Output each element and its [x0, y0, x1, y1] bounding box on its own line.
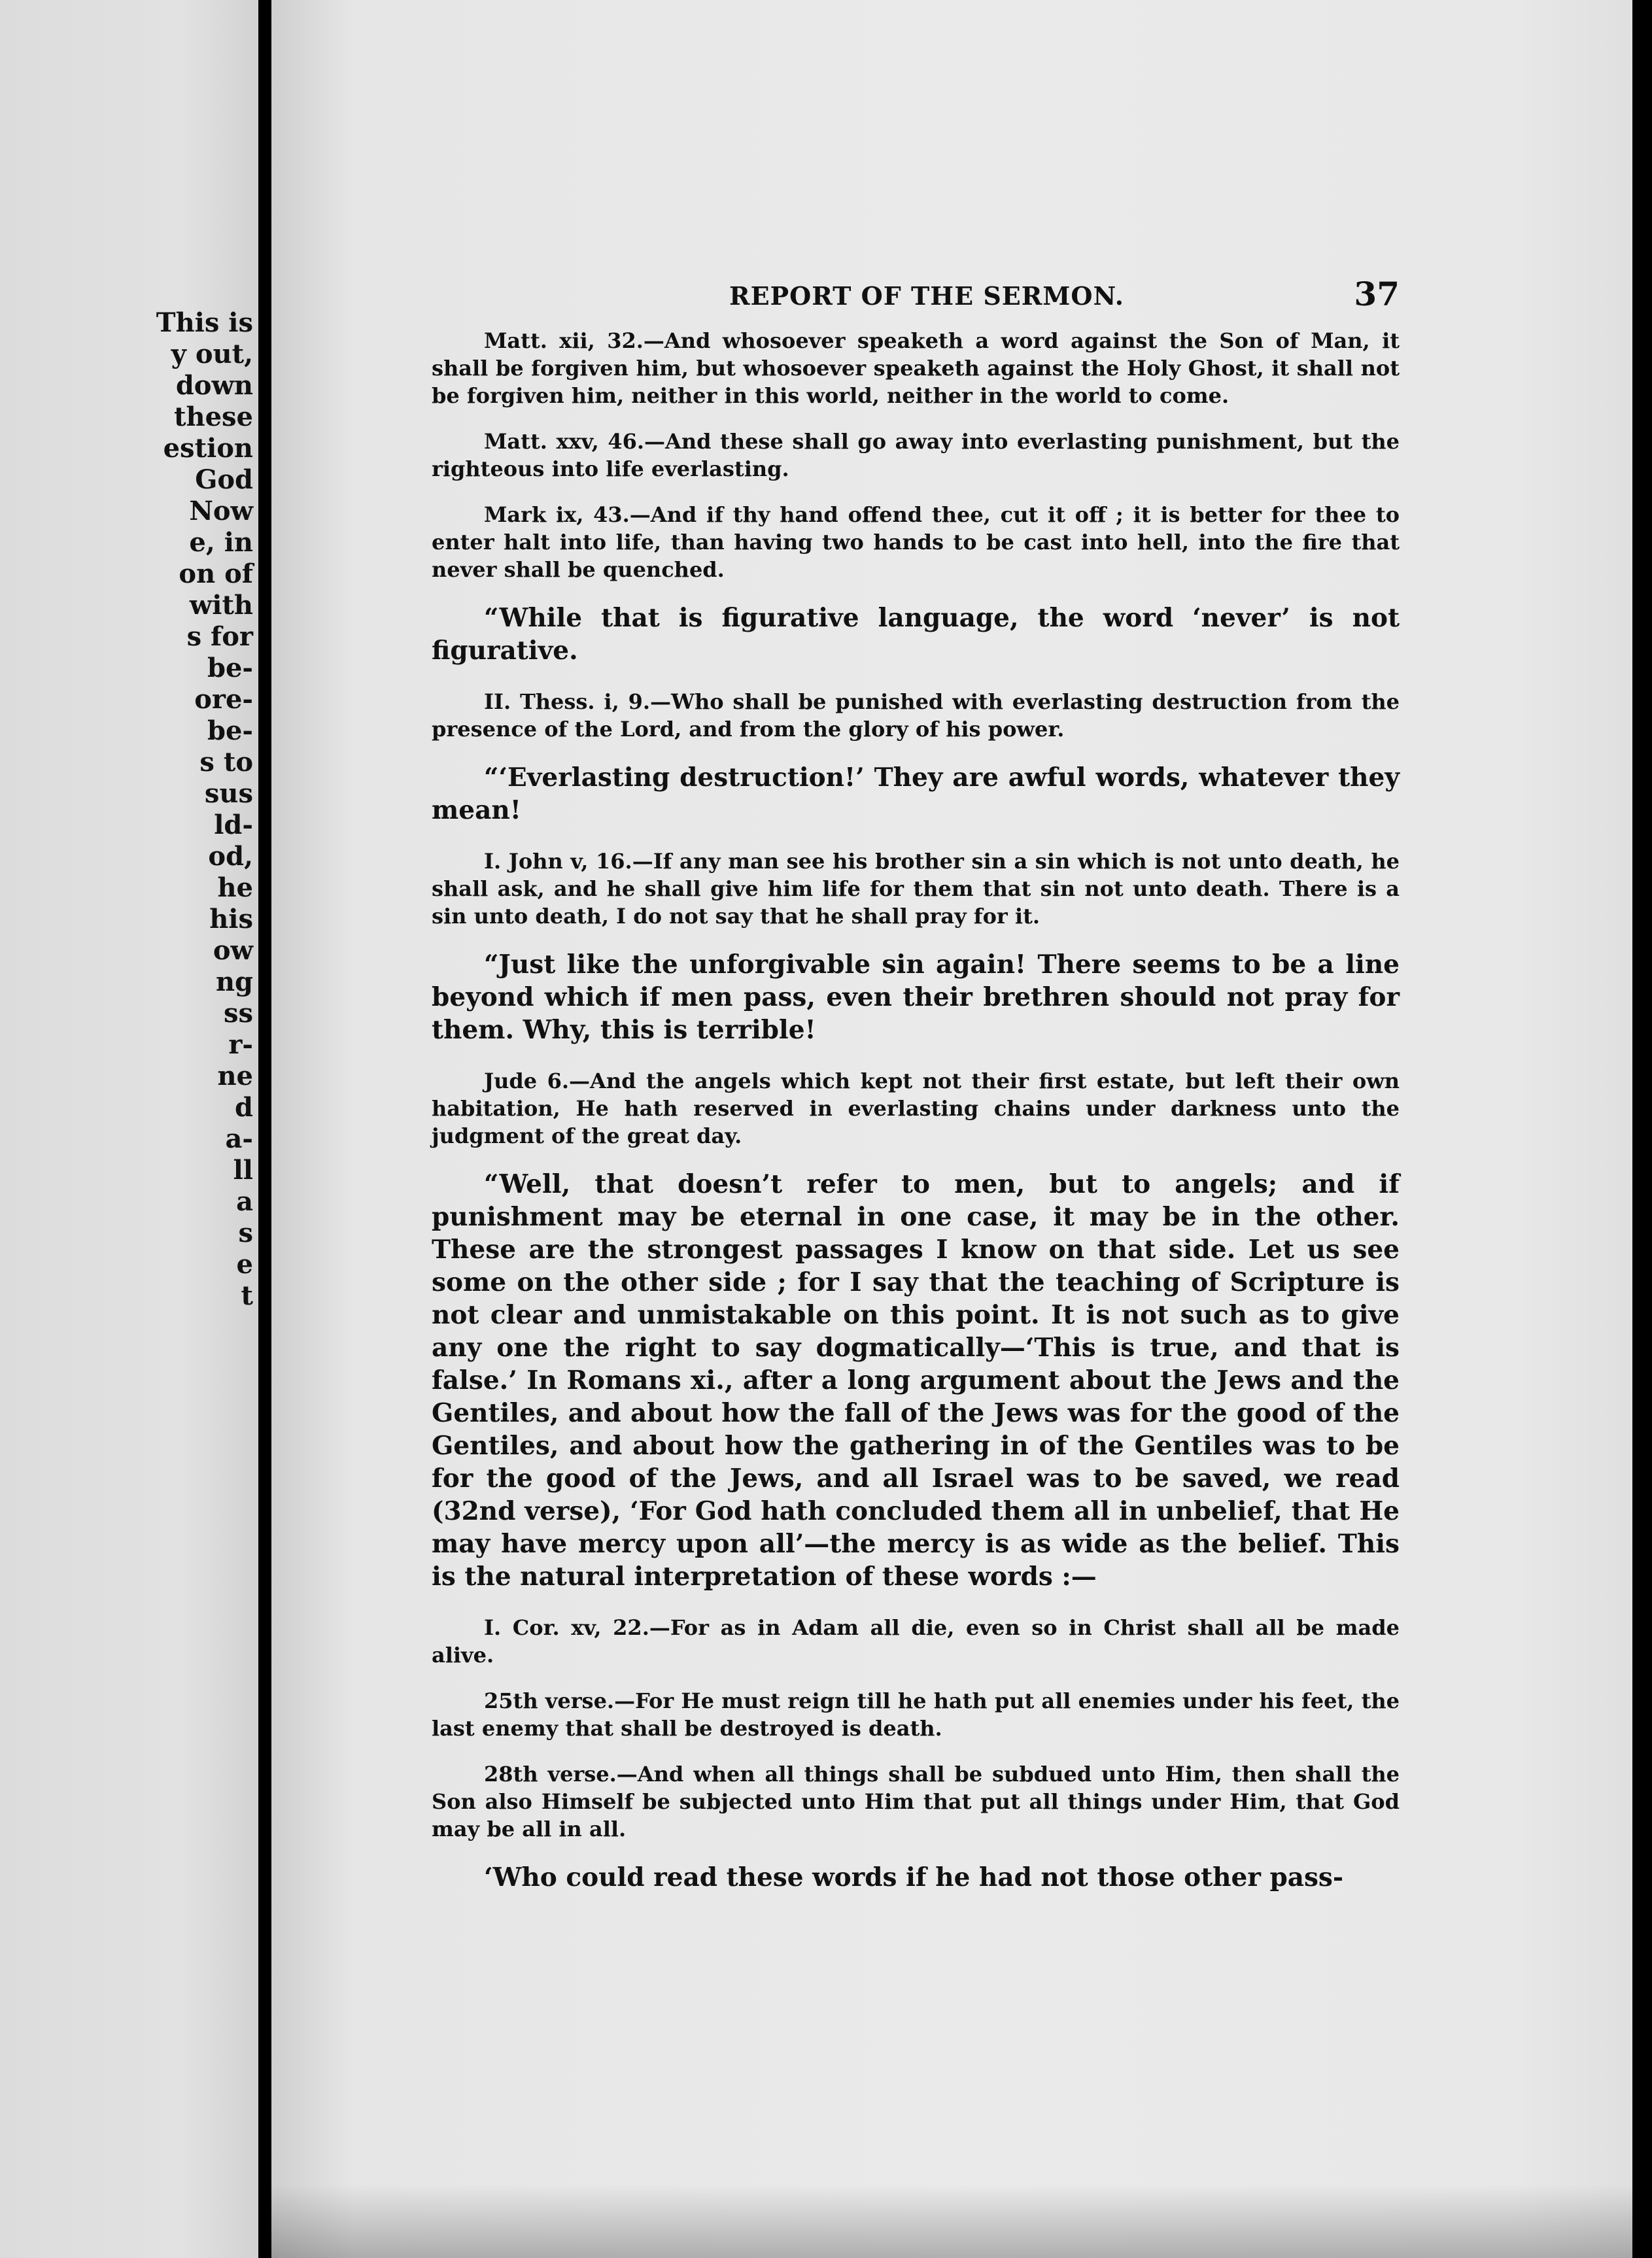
facing-page-line: these: [174, 402, 253, 432]
facing-page-line: t: [241, 1280, 253, 1311]
facing-page-line: od,: [208, 841, 253, 872]
page-number: 37: [1354, 275, 1400, 313]
facing-page-line: his: [209, 904, 253, 934]
scripture-quote: 28th verse.—And when all things shall be subdued unto Him, then shall the Son also Himself be subjected unto Him that put all things under Him, that God may be all in all.: [432, 1762, 1400, 1841]
scripture-quote: 25th verse.—For He must reign till he hath put all enemies under his feet, the last enemy that shall be destroyed is death.: [432, 1688, 1400, 1741]
facing-page-line: a-: [225, 1123, 253, 1154]
facing-page-line: with: [189, 590, 253, 621]
facing-page-line: he: [217, 872, 253, 903]
facing-page-line: estion: [163, 433, 253, 464]
sermon-comment: “While that is figurative language, the word ‘never’ is not figurative.: [432, 603, 1400, 666]
facing-page-line: ss: [223, 998, 253, 1029]
facing-page-line: ld-: [214, 810, 253, 840]
book-gutter: [258, 0, 271, 2258]
facing-page-line: e, in: [189, 527, 253, 558]
facing-page-line: God: [195, 464, 253, 495]
facing-page-line: s: [238, 1218, 253, 1248]
facing-page-line: ow: [213, 935, 253, 966]
facing-page-line: Now: [189, 496, 253, 526]
sermon-comment: “Just like the unforgivable sin again! There seems to be a line beyond which if men pass, even their brethren should not pray for them. Why, this is terrible!: [432, 949, 1400, 1045]
facing-page-fragment: [0, 0, 258, 2258]
facing-page-line: ng: [215, 966, 253, 997]
facing-page-line: ne: [217, 1061, 253, 1091]
facing-page-line: y out,: [171, 339, 253, 369]
scan-right-edge: [1632, 0, 1652, 2258]
facing-page-line: s for: [186, 621, 253, 652]
facing-page-line: a: [236, 1186, 253, 1217]
facing-page-line: on of: [179, 558, 253, 589]
scripture-quote: I. Cor. xv, 22.—For as in Adam all die, even so in Christ shall all be made alive.: [432, 1615, 1400, 1668]
facing-page-line: s to: [199, 747, 253, 778]
running-head: [432, 275, 1400, 327]
scripture-quote: Matt. xxv, 46.—And these shall go away into everlasting punishment, but the righteous into life everlasting.: [432, 429, 1400, 481]
running-title: REPORT OF THE SERMON.: [729, 281, 1125, 311]
sermon-comment: “Well, that doesn’t refer to men, but to angels; and if punishment may be eternal in one case, it may be in the other. These are the strongest passages I know on that side. Let us see some on the other side ; for I say that the teaching of Scripture is not clear and unmistakable on this point. It is not such as to give any one the right to say dogmatically—‘This is true, and that is false.’ In Romans xi., after a long argument about the Jews and the Gentiles, and about how the fall of the Jews was for the good of the Gentiles, and about how the gathering in of the Gentiles was to be for the good of the Jews, and all Israel was to be saved, we read (32nd verse), ‘For God hath concluded them all in unbelief, that He may have mercy upon all’—the mercy is as wide as the belief. This is the natural interpretation of these words :—: [432, 1169, 1400, 1592]
sermon-comment: ‘Who could read these words if he had not those other pass-: [484, 1862, 1344, 1892]
facing-page-line: ll: [233, 1155, 253, 1186]
facing-page-line: be-: [207, 653, 253, 683]
page-bottom-shadow: [271, 2184, 1652, 2258]
facing-page-line: e: [236, 1249, 253, 1280]
scripture-quote: Mark ix, 43.—And if thy hand offend thee, cut it off ; it is better for thee to enter halt into life, than having two hands to be cast into hell, into the fire that never shall be quenched.: [432, 502, 1400, 582]
facing-page-line: This is: [156, 307, 253, 338]
facing-page-line: be-: [207, 715, 253, 746]
facing-page-line: sus: [204, 778, 253, 809]
page-text-block: [432, 275, 1400, 1915]
sermon-comment: “‘Everlasting destruction!’ They are awful words, whatever they mean!: [432, 762, 1400, 825]
facing-page-line: ore-: [194, 684, 253, 715]
scripture-quote: II. Thess. i, 9.—Who shall be punished with everlasting destruction from the presence of the Lord, and from the glory of his power.: [432, 689, 1400, 742]
scripture-quote: I. John v, 16.—If any man see his brother sin a sin which is not unto death, he shall ask, and he shall give him life for them that sin not unto death. There is a sin unto death, I do not say that he shall pray for it.: [432, 849, 1400, 929]
facing-page-line: down: [175, 370, 253, 401]
facing-page-line: r-: [228, 1029, 253, 1060]
scripture-quote: Matt. xii, 32.—And whosoever speaketh a word against the Son of Man, it shall be forgiven him, but whosoever speaketh against the Holy Ghost, it shall not be forgiven him, neither in this world, neither in the world to come.: [432, 328, 1400, 408]
scripture-quote: Jude 6.—And the angels which kept not their first estate, but left their own habitation, He hath reserved in everlasting chains under darkness unto the judgment of the great day.: [432, 1069, 1400, 1148]
facing-page-line: d: [235, 1092, 253, 1123]
